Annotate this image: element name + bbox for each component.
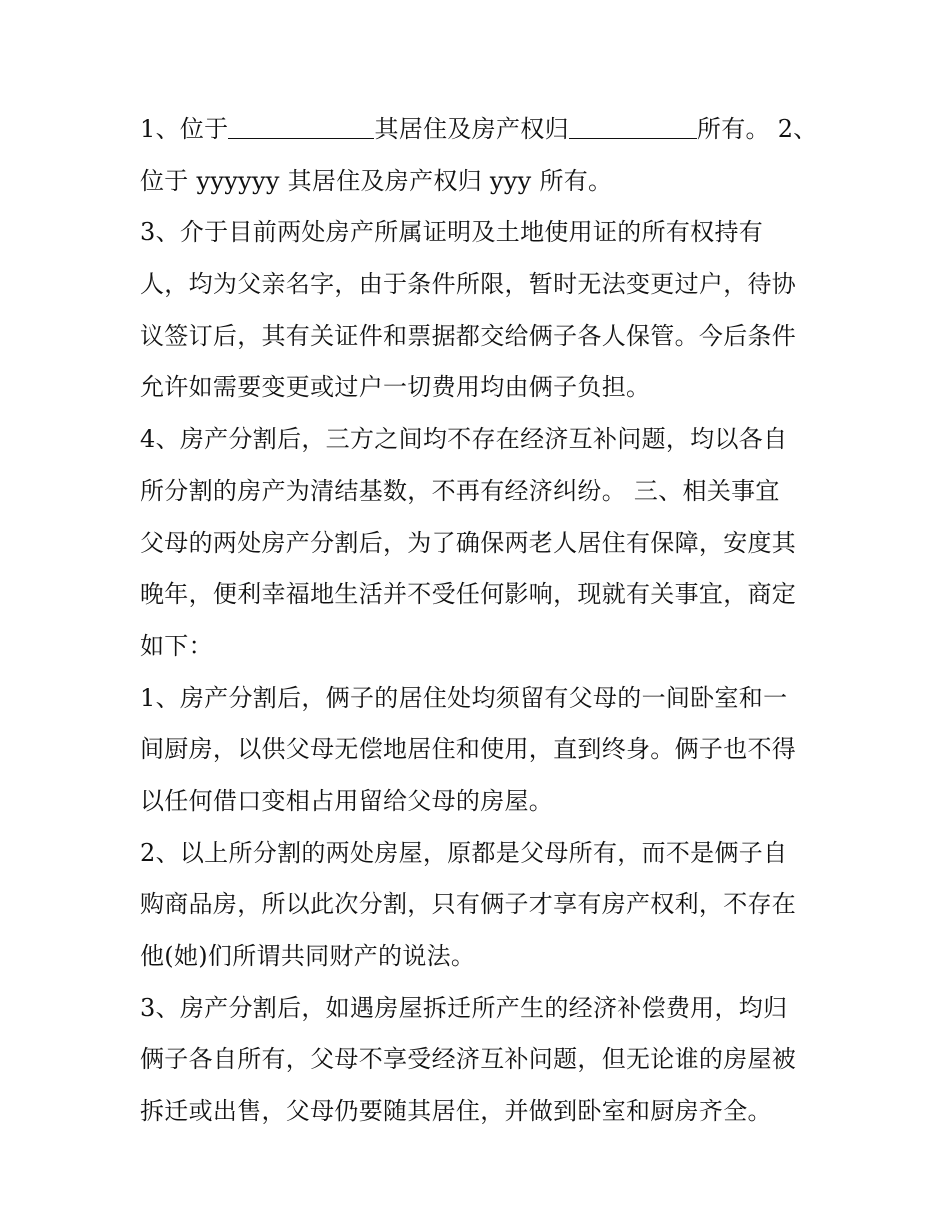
- text-line-1: [140, 104, 820, 156]
- text-line-3: 3、介于目前两处房产所属证明及土地使用证的所有权持有: [140, 218, 764, 247]
- text-line-9: 父母的两处房产分割后，为了确保两老人居住有保障，安度其: [140, 528, 797, 557]
- line1-part3: 所有。 2、: [696, 115, 818, 143]
- document-body: [140, 104, 820, 1138]
- text-line-17: 他(她)们所谓共同财产的说法。: [140, 942, 476, 970]
- text-line-8: 所分割的房产为清结基数，不再有经济纠纷。 三、相关事宜: [140, 476, 780, 505]
- line1-part2: 其居住及房产权归: [374, 115, 569, 143]
- text-line-19: 俩子各自所有，父母不享受经济互补问题，但无论谁的房屋被: [140, 1045, 797, 1074]
- text-line-12: 1、房产分割后，俩子的居住处均须留有父母的一间卧室和一: [140, 683, 788, 712]
- text-line-4: 人，均为父亲名字，由于条件所限，暂时无法变更过户，待协: [140, 270, 797, 299]
- text-line-10: 晚年，便利幸福地生活并不受任何影响，现就有关事宜，商定: [140, 580, 797, 609]
- text-line-7: 4、房产分割后，三方之间均不存在经济互补问题，均以各自: [140, 425, 788, 454]
- text-line-20: 拆迁或出售，父母仍要随其居住，并做到卧室和厨房齐全。: [140, 1097, 772, 1126]
- fill-in-blank-location: [228, 114, 374, 139]
- text-line-5: 议签订后，其有关证件和票据都交给俩子各人保管。今后条件: [140, 321, 797, 350]
- fill-in-blank-owner: [569, 114, 697, 139]
- text-line-14: 以任何借口变相占用留给父母的房屋。: [140, 786, 554, 815]
- text-line-2: 位于 yyyyyy 其居住及房产权归 yyy 所有。: [140, 166, 613, 195]
- text-line-15: 2、以上所分割的两处房屋，原都是父母所有，而不是俩子自: [140, 838, 788, 867]
- text-line-13: 间厨房，以供父母无偿地居住和使用，直到终身。俩子也不得: [140, 735, 797, 764]
- line1-part1: 1、位于: [140, 115, 229, 143]
- text-line-16: 购商品房，所以此次分割，只有俩子才享有房产权利，不存在: [140, 890, 797, 919]
- text-line-11: 如下：: [140, 631, 213, 660]
- text-line-6: 允许如需要变更或过户一切费用均由俩子负担。: [140, 373, 651, 402]
- text-line-18: 3、房产分割后，如遇房屋拆迁所产生的经济补偿费用，均归: [140, 993, 788, 1022]
